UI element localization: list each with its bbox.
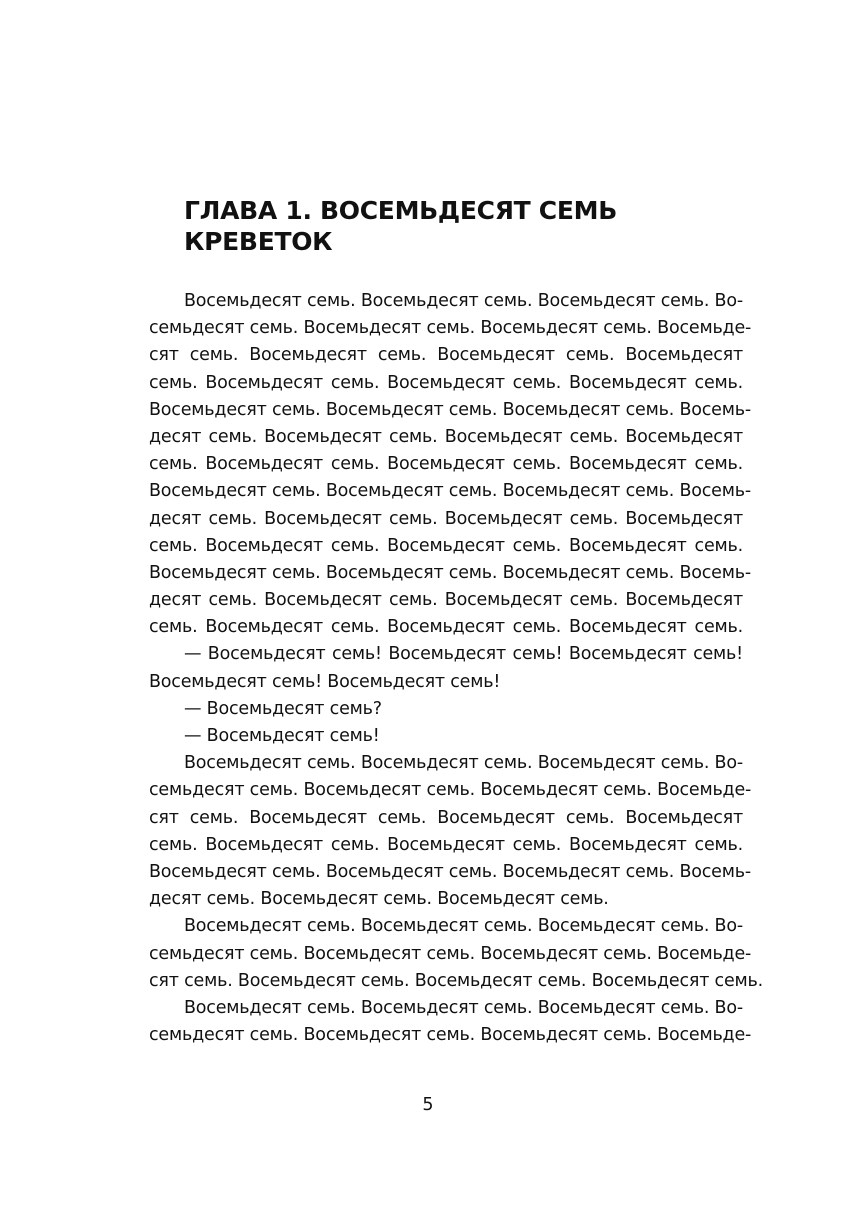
text-line: семьдесят семь. Восемьдесят семь. Восемьдесят семь. Восемьде- xyxy=(149,780,752,801)
text-line: Восемьдесят семь. Восемьдесят семь. Восемьдесят семь. Восемь- xyxy=(149,481,751,502)
text-line: сят семь. Восемьдесят семь. Восемьдесят семь. Восемьдесят xyxy=(149,345,743,366)
text-line: семь. Восемьдесят семь. Восемьдесят семь. Восемьдесят семь. xyxy=(149,454,743,475)
text-line: семьдесят семь. Восемьдесят семь. Восемьдесят семь. Восемьде- xyxy=(149,943,752,964)
text-line: десят семь. Восемьдесят семь. Восемьдесят семь. Восемьдесят xyxy=(149,426,743,447)
text-line: сят семь. Восемьдесят семь. Восемьдесят семь. Восемьдесят семь. xyxy=(149,970,764,991)
text-line: семьдесят семь. Восемьдесят семь. Восемьдесят семь. Восемьде- xyxy=(149,318,752,339)
text-line: Восемьдесят семь. Восемьдесят семь. Восемьдесят семь. Во- xyxy=(184,997,743,1018)
text-line: десят семь. Восемьдесят семь. Восемьдесят семь. Восемьдесят xyxy=(149,590,743,611)
text-line: Восемьдесят семь. Восемьдесят семь. Восемьдесят семь. Во- xyxy=(184,916,743,937)
body-text xyxy=(149,288,764,1049)
page-number: 5 xyxy=(422,1095,434,1115)
dialogue-line: — Восемьдесят семь! Восемьдесят семь! Восемьдесят семь! xyxy=(184,644,743,665)
text-line: Восемьдесят семь. Восемьдесят семь. Восемьдесят семь. Восемь- xyxy=(149,399,751,420)
dialogue-line: — Восемьдесят семь? xyxy=(184,698,382,719)
text-line: Восемьдесят семь. Восемьдесят семь. Восемьдесят семь. Во- xyxy=(184,291,743,311)
text-line: Восемьдесят семь. Восемьдесят семь. Восемьдесят семь. Восемь- xyxy=(149,861,751,882)
dialogue-line: Восемьдесят семь! Восемьдесят семь! xyxy=(149,671,501,692)
text-line: семьдесят семь. Восемьдесят семь. Восемьдесят семь. Восемьде- xyxy=(149,1025,752,1046)
text-line: семь. Восемьдесят семь. Восемьдесят семь. Восемьдесят семь. xyxy=(149,617,743,638)
text-line: Восемьдесят семь. Восемьдесят семь. Восемьдесят семь. Во- xyxy=(184,753,743,774)
text-line: десят семь. Восемьдесят семь. Восемьдесят семь. Восемьдесят xyxy=(149,508,743,529)
text-line: сят семь. Восемьдесят семь. Восемьдесят семь. Восемьдесят xyxy=(149,807,743,828)
text-line: десят семь. Восемьдесят семь. Восемьдесят семь. xyxy=(149,889,609,910)
text-line: Восемьдесят семь. Восемьдесят семь. Восемьдесят семь. Восемь- xyxy=(149,562,751,583)
dialogue-line: — Восемьдесят семь! xyxy=(184,726,380,746)
text-line: семь. Восемьдесят семь. Восемьдесят семь. Восемьдесят семь. xyxy=(149,372,743,393)
chapter-title xyxy=(184,195,744,257)
text-line: семь. Восемьдесят семь. Восемьдесят семь. Восемьдесят семь. xyxy=(149,535,743,556)
chapter-title-line: ГЛАВА 1. ВОСЕМЬДЕСЯТ СЕМЬ xyxy=(184,196,617,225)
text-line: семь. Восемьдесят семь. Восемьдесят семь. Восемьдесят семь. xyxy=(149,834,743,855)
chapter-title-line: КРЕВЕТОК xyxy=(184,227,333,256)
